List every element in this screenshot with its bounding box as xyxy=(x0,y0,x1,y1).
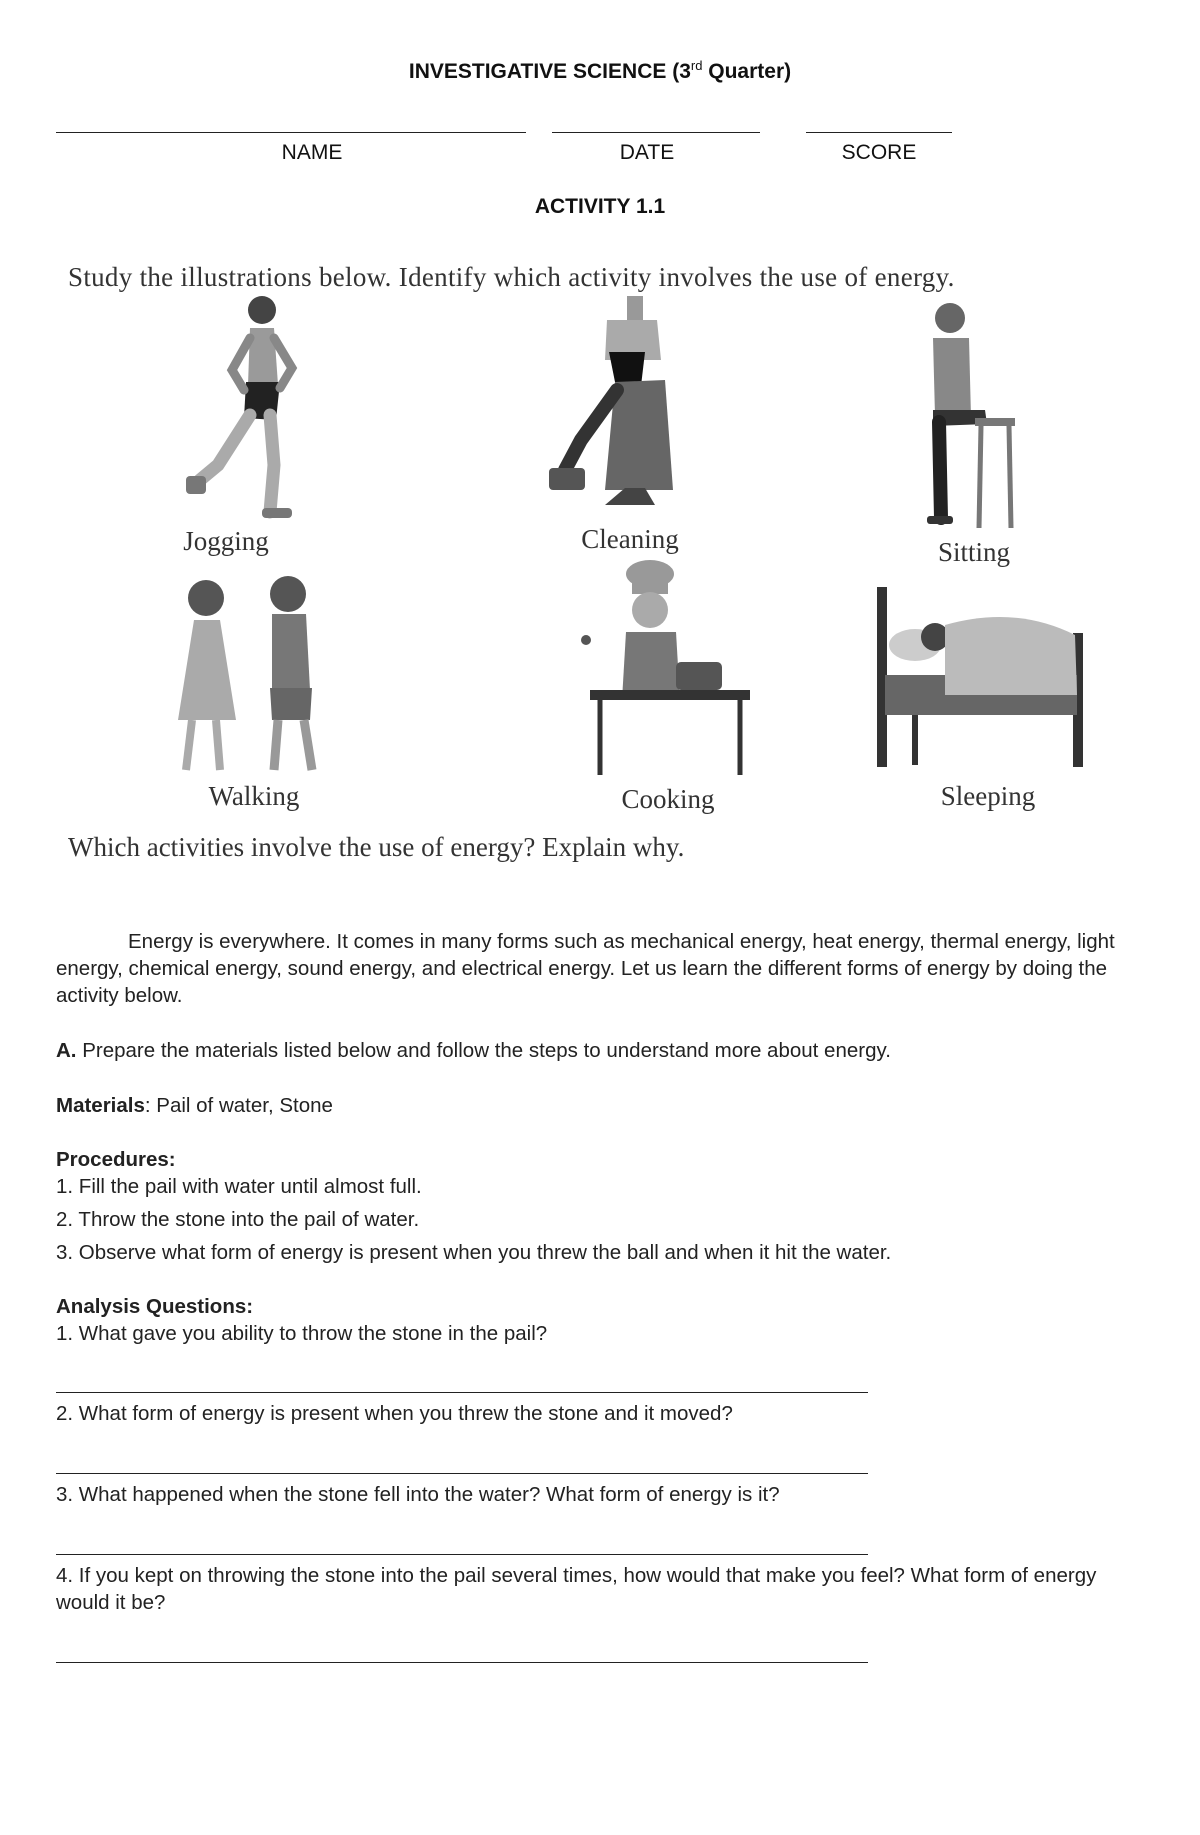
procedure-step: 3. Observe what form of energy is present when you threw the ball and when it hit the water. xyxy=(56,1241,892,1264)
sitting-illustration xyxy=(905,298,1025,538)
walking-illustration xyxy=(168,570,358,780)
procedures-heading: Procedures: xyxy=(56,1148,176,1171)
materials-label: Materials xyxy=(56,1094,145,1117)
worksheet-title: INVESTIGATIVE SCIENCE (3rd Quarter) xyxy=(408,58,792,83)
jogging-illustration xyxy=(170,290,320,530)
materials-text: : Pail of water, Stone xyxy=(144,1094,333,1117)
caption-cooking: Cooking xyxy=(621,784,715,814)
procedure-step: 2. Throw the stone into the pail of water. xyxy=(56,1208,420,1231)
name-line[interactable] xyxy=(56,132,526,133)
analysis-heading: Analysis Questions: xyxy=(56,1295,254,1318)
date-line[interactable] xyxy=(552,132,760,133)
section-a-label: A. xyxy=(56,1039,77,1062)
analysis-question: 2. What form of energy is present when you threw the stone and it moved? xyxy=(56,1402,733,1425)
section-a-text: Prepare the materials listed below and follow the steps to understand more about energy. xyxy=(76,1039,891,1062)
score-label: SCORE xyxy=(841,141,917,164)
intro-paragraph: Energy is everywhere. It comes in many forms such as mechanical energy, heat energy, thermal energy, light energy, chemical energy, sound energy, and electrical energy. Let us learn the different forms of energy by doing the activity below. xyxy=(56,930,1115,1007)
answer-line-1[interactable] xyxy=(56,1392,868,1393)
materials xyxy=(56,1092,1146,1119)
date-label: DATE xyxy=(619,141,675,164)
analysis-question: 1. What gave you ability to throw the stone in the pail? xyxy=(56,1322,548,1345)
answer-line-4[interactable] xyxy=(56,1662,868,1663)
caption-cleaning: Cleaning xyxy=(581,524,679,554)
caption-jogging: Jogging xyxy=(183,526,269,556)
activity-instruction: Study the illustrations below. Identify which activity involves the use of energy. xyxy=(68,262,955,292)
sleeping-illustration xyxy=(875,585,1085,775)
activity-question: Which activities involve the use of energy? Explain why. xyxy=(68,832,685,862)
analysis-question: 3. What happened when the stone fell into the water? What form of energy is it? xyxy=(56,1483,780,1506)
section-a xyxy=(56,1037,1146,1064)
answer-line-2[interactable] xyxy=(56,1473,868,1474)
cleaning-illustration xyxy=(545,290,715,520)
activity-title: ACTIVITY 1.1 xyxy=(534,195,666,218)
caption-sitting: Sitting xyxy=(937,537,1011,567)
caption-walking: Walking xyxy=(208,781,300,811)
score-line[interactable] xyxy=(806,132,952,133)
answer-line-3[interactable] xyxy=(56,1554,868,1555)
cooking-illustration xyxy=(580,560,760,780)
analysis-question: 4. If you kept on throwing the stone into the pail several times, how would that make you feel? What form of energy would it be? xyxy=(56,1564,1097,1614)
procedure-step: 1. Fill the pail with water until almost full. xyxy=(56,1175,422,1198)
name-label: NAME xyxy=(281,141,343,164)
caption-sleeping: Sleeping xyxy=(940,781,1036,811)
